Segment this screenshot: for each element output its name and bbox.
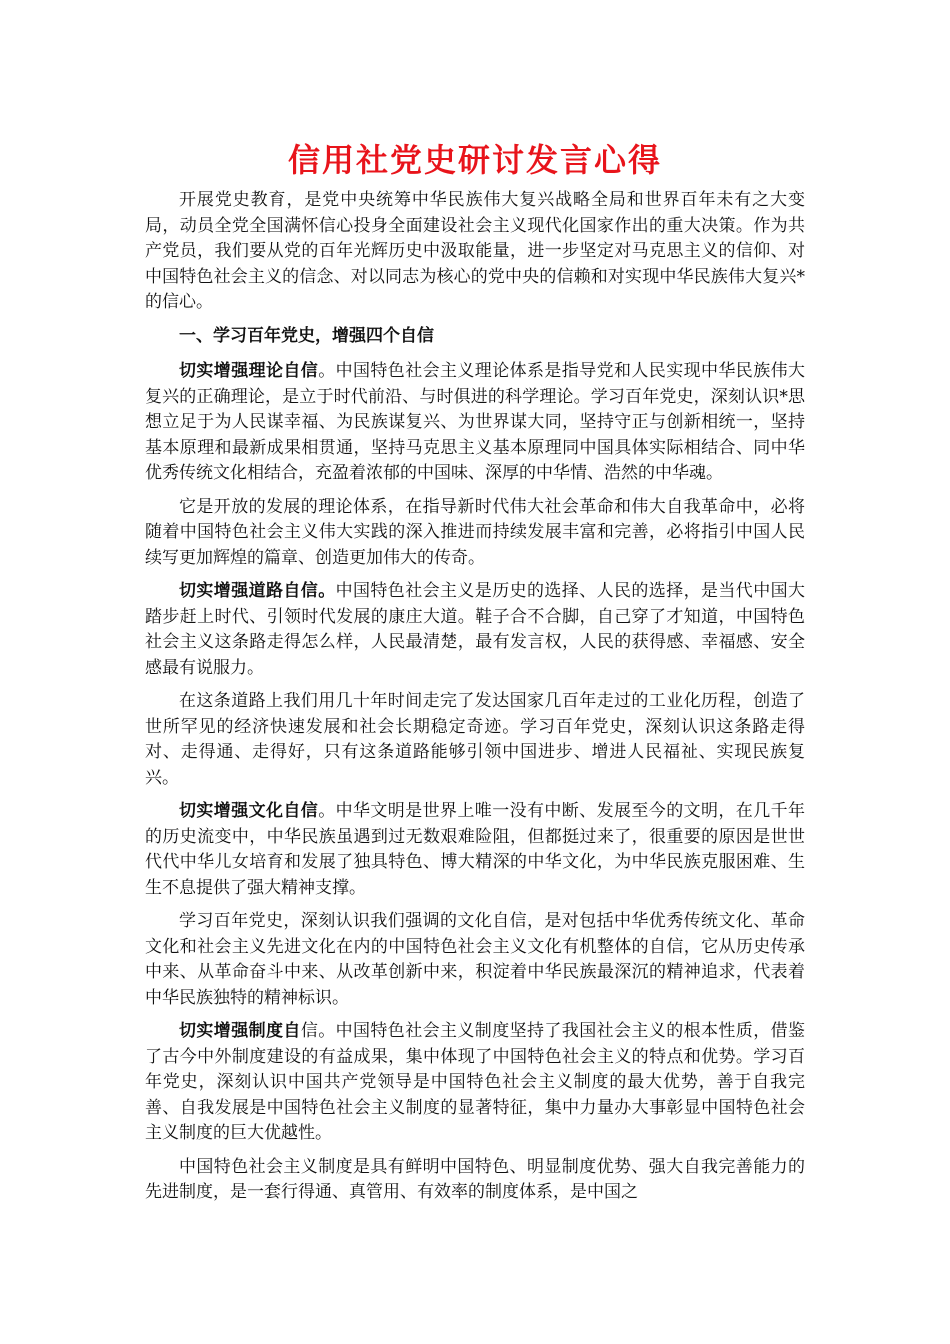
paragraph-lead: 切实增强道路自信。 bbox=[179, 581, 336, 601]
paragraph-road-confidence bbox=[145, 579, 805, 681]
paragraph-text: 它是开放的发展的理论体系，在指导新时代伟大社会革命和伟大自我革命中，必将随着中国特色社会主义伟大实践的深入推进而持续发展丰富和完善，必将指引中国人民续写更加辉煌的篇章、创造更加伟大的传奇。 bbox=[145, 496, 805, 568]
paragraph-culture-confidence bbox=[145, 799, 805, 901]
paragraph-text: 开展党史教育，是党中央统筹中华民族伟大复兴战略全局和世界百年未有之大变局，动员全党全国满怀信心投身全面建设社会主义现代化国家作出的重大决策。作为共产党员，我们要从党的百年光辉历史中汲取能量，进一步坚定对马克思主义的信仰、对中国特色社会主义的信念、对以同志为核心的党中央的信赖和对实现中华民族伟大复兴*的信心。 bbox=[145, 190, 805, 312]
paragraph-lead: 切实增强理论自信 bbox=[179, 361, 319, 381]
paragraph-lead: 切实增强制度自 bbox=[179, 1021, 301, 1041]
document-title: 信用社党史研讨发言心得 bbox=[287, 141, 662, 179]
paragraph-system-advanced bbox=[145, 1155, 805, 1206]
paragraph-road-history bbox=[145, 689, 805, 791]
paragraph-theory-confidence bbox=[145, 359, 805, 487]
paragraph-text: 信。中国特色社会主义制度坚持了我国社会主义的根本性质，借鉴了古今中外制度建设的有益成果，集中体现了中国特色社会主义的特点和优势。学习百年党史，深刻认识中国共产党领导是中国特色社会主义制度的最大优势，善于自我完善、自我发展是中国特色社会主义制度的显著特征，集中力量办大事彰显中国特色社会主义制度的巨大优越性。 bbox=[145, 1021, 806, 1143]
paragraph-intro bbox=[145, 188, 805, 316]
paragraph-text: 学习百年党史，深刻认识我们强调的文化自信，是对包括中华优秀传统文化、革命文化和社会主义先进文化在内的中国特色社会主义文化有机整体的自信，它从历史传承中来、从革命奋斗中来、从改革创新中来，积淀着中华民族最深沉的精神追求，代表着中华民族独特的精神标识。 bbox=[145, 911, 805, 1008]
paragraph-text: 中国特色社会主义是历史的选择、人民的选择，是当代中国大踏步赶上时代、引领时代发展的康庄大道。鞋子合不合脚，自己穿了才知道，中国特色社会主义这条路走得怎么样，人民最清楚，最有发言权，人民的获得感、幸福感、安全感最有说服力。 bbox=[145, 581, 806, 678]
paragraph-culture-study bbox=[145, 909, 805, 1011]
paragraph-text: 中国特色社会主义制度是具有鲜明中国特色、明显制度优势、强大自我完善能力的先进制度，是一套行得通、真管用、有效率的制度体系，是中国之 bbox=[145, 1156, 805, 1202]
section-heading: 一、学习百年党史，增强四个自信 bbox=[179, 325, 434, 346]
paragraph-text: 在这条道路上我们用几十年时间走完了发达国家几百年走过的工业化历程，创造了世所罕见的经济快速发展和社会长期稳定奇迹。学习百年党史，深刻认识这条路走得对、走得通、走得好，只有这条道路能够引领中国进步、增进人民福祉、实现民族复兴。 bbox=[145, 691, 805, 788]
paragraph-text: 。中国特色社会主义理论体系是指导党和人民实现中华民族伟大复兴的正确理论，是立于时代前沿、与时俱进的科学理论。学习百年党史，深刻认识*思想立足于为人民谋幸福、为民族谋复兴、为世界谋大同，坚持守正与创新相统一，坚持基本原理和最新成果相贯通，坚持马克思主义基本原理同中国具体实际相结合、同中华优秀传统文化相结合，充盈着浓郁的中国味、深厚的中华情、浩然的中华魂。 bbox=[145, 361, 806, 483]
paragraph-theory-open bbox=[145, 495, 805, 572]
paragraph-lead: 切实增强文化自信 bbox=[179, 801, 319, 821]
document-body bbox=[145, 188, 805, 1214]
paragraph-system-confidence bbox=[145, 1019, 805, 1147]
paragraph-text: 。中华文明是世界上唯一没有中断、发展至今的文明，在几千年的历史流变中，中华民族虽遇到过无数艰难险阻，但都挺过来了，很重要的原因是世世代代中华儿女培育和发展了独具特色、博大精深的中华文化，为中华民族克服困难、生生不息提供了强大精神支撑。 bbox=[145, 801, 806, 898]
